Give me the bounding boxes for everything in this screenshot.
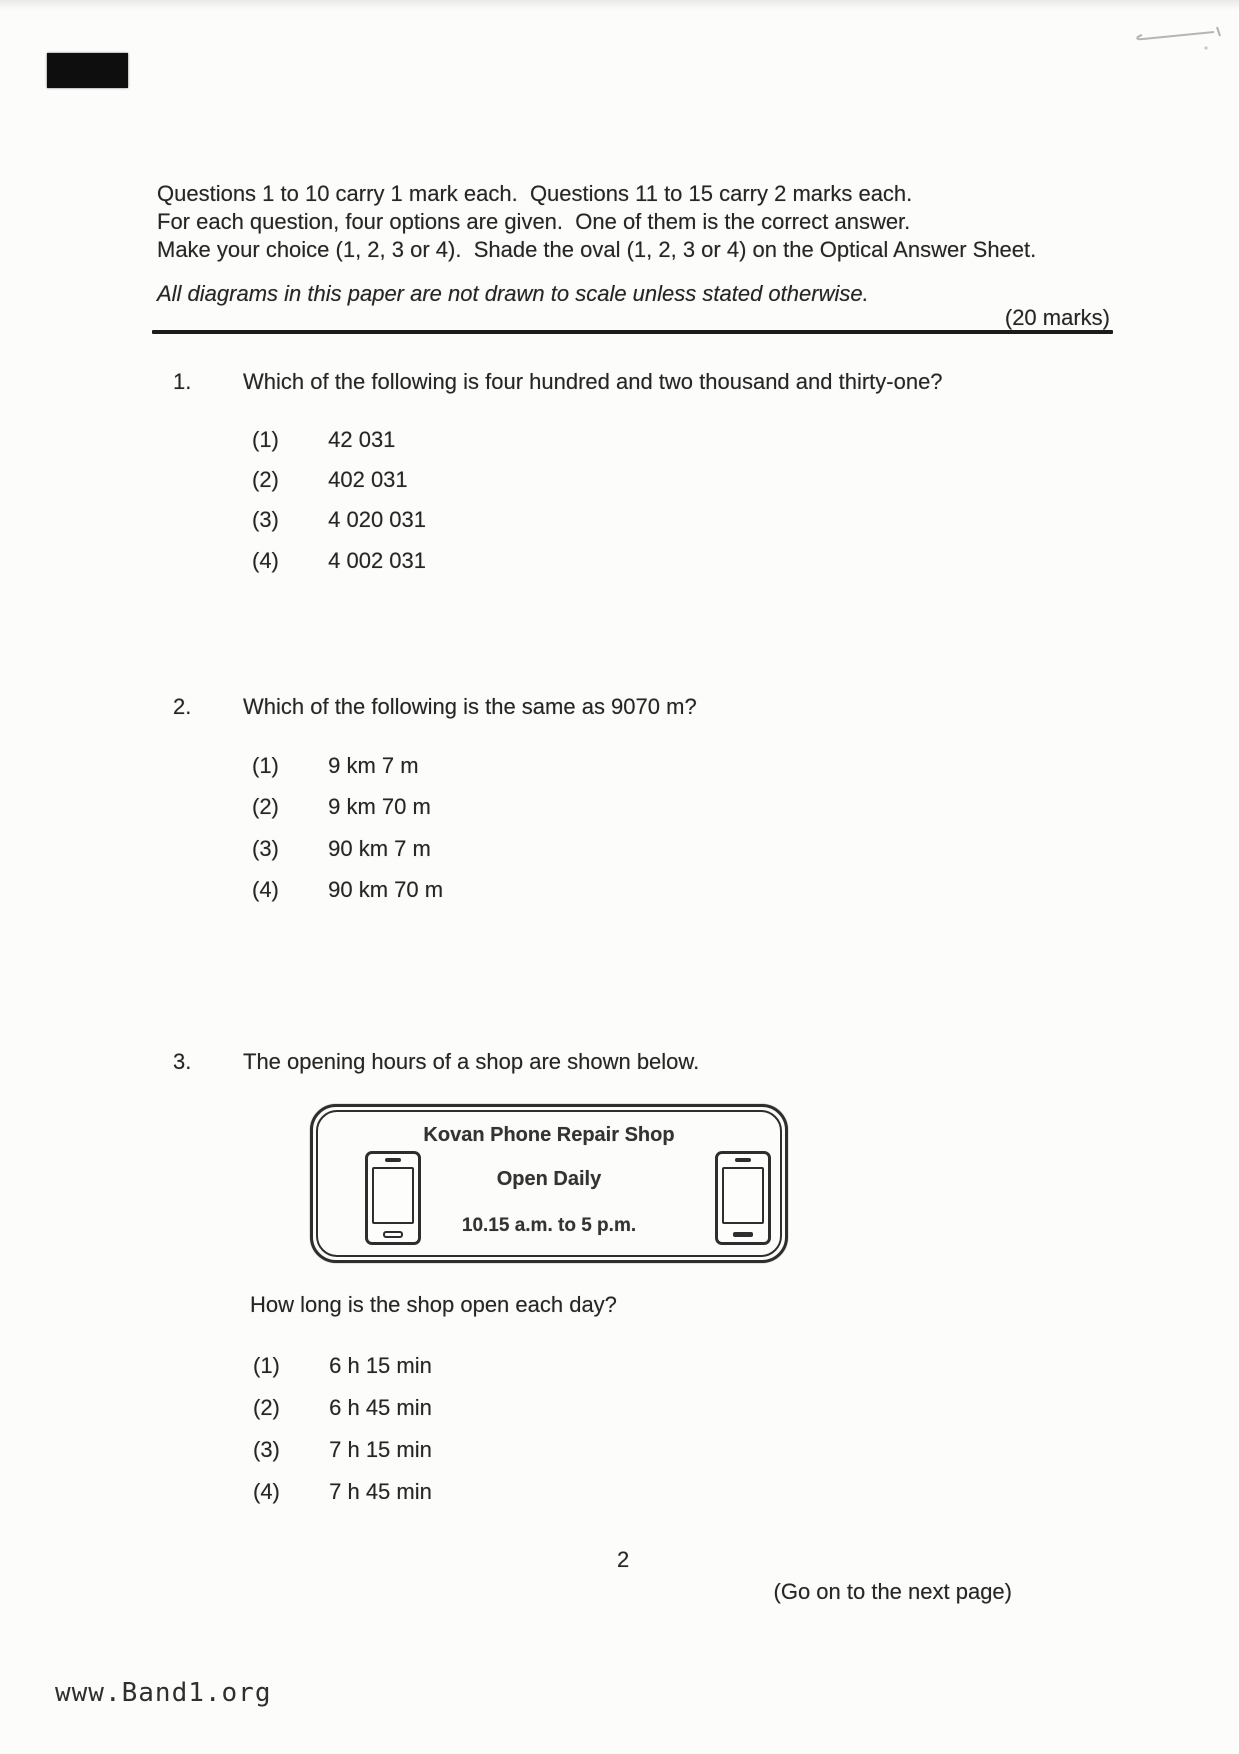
phone-screen [372, 1167, 414, 1224]
instruction-line-1: Questions 1 to 10 carry 1 mark each. Questions 11 to 15 carry 2 marks each. [157, 181, 913, 206]
question-3-text: The opening hours of a shop are shown below. [243, 1049, 700, 1074]
answer-option [253, 1352, 432, 1380]
option-label: (4) [253, 1479, 280, 1504]
answer-option [252, 547, 426, 575]
answer-option [252, 426, 395, 454]
option-label: (3) [252, 507, 279, 532]
answer-option [252, 752, 419, 780]
answer-option [253, 1394, 432, 1422]
pen-mark [1130, 20, 1230, 56]
question-1-number: 1. [173, 369, 192, 394]
option-value: 7 h 45 min [329, 1479, 432, 1504]
answer-option [252, 835, 431, 863]
phone-home-button [383, 1231, 403, 1238]
marks-total: (20 marks) [1004, 305, 1110, 330]
option-label: (2) [252, 794, 279, 819]
question-3-number: 3. [173, 1049, 192, 1074]
option-value: 6 h 45 min [329, 1395, 432, 1420]
phone-speaker [385, 1158, 401, 1162]
option-value: 90 km 7 m [328, 836, 431, 861]
question-1-text: Which of the following is four hundred and two thousand and thirty-one? [243, 369, 943, 394]
phone-icon [715, 1151, 771, 1245]
option-value: 4 002 031 [328, 548, 426, 573]
option-value: 402 031 [328, 467, 408, 492]
redaction-box [47, 53, 128, 88]
answer-option [253, 1478, 432, 1506]
question-2-number: 2. [173, 694, 192, 719]
continue-note: (Go on to the next page) [773, 1579, 1012, 1604]
phone-icon [365, 1151, 421, 1245]
option-label: (2) [253, 1395, 280, 1420]
option-label: (3) [253, 1437, 280, 1462]
question-3-subquestion: How long is the shop open each day? [250, 1292, 617, 1317]
option-label: (4) [252, 877, 279, 902]
phone-speaker [735, 1158, 751, 1162]
scan-edge-shadow [0, 0, 1239, 10]
section-divider [152, 330, 1113, 334]
page-number: 2 [617, 1547, 630, 1572]
option-value: 4 020 031 [328, 507, 426, 532]
phone-screen [722, 1167, 764, 1224]
option-label: (4) [252, 548, 279, 573]
shop-sign-hours: 10.15 a.m. to 5 p.m. [461, 1215, 637, 1236]
option-value: 9 km 7 m [328, 753, 419, 778]
option-value: 42 031 [328, 427, 396, 452]
instruction-line-2: For each question, four options are given. One of them is the correct answer. [157, 209, 911, 234]
option-value: 90 km 70 m [328, 877, 444, 902]
option-label: (2) [252, 467, 279, 492]
option-label: (1) [252, 427, 279, 452]
option-label: (1) [252, 753, 279, 778]
answer-option [252, 506, 426, 534]
phone-home-button [733, 1232, 753, 1237]
answer-option [252, 793, 431, 821]
option-value: 7 h 15 min [329, 1437, 432, 1462]
answer-option [252, 876, 443, 904]
option-label: (1) [253, 1353, 280, 1378]
option-value: 9 km 70 m [328, 794, 431, 819]
option-label: (3) [252, 836, 279, 861]
site-watermark: www.Band1.org [55, 1678, 272, 1708]
shop-sign-subtitle: Open Daily [496, 1168, 602, 1190]
instruction-line-3: Make your choice (1, 2, 3 or 4). Shade the oval (1, 2, 3 or 4) on the Optical Answer Sheet. [157, 237, 1037, 262]
option-value: 6 h 15 min [329, 1353, 432, 1378]
question-2-text: Which of the following is the same as 9070 m? [243, 694, 697, 719]
shop-sign-title: Kovan Phone Repair Shop [423, 1124, 675, 1146]
answer-option [253, 1436, 432, 1464]
scale-note: All diagrams in this paper are not drawn to scale unless stated otherwise. [157, 281, 869, 306]
answer-option [252, 466, 408, 494]
shop-sign [310, 1104, 788, 1263]
